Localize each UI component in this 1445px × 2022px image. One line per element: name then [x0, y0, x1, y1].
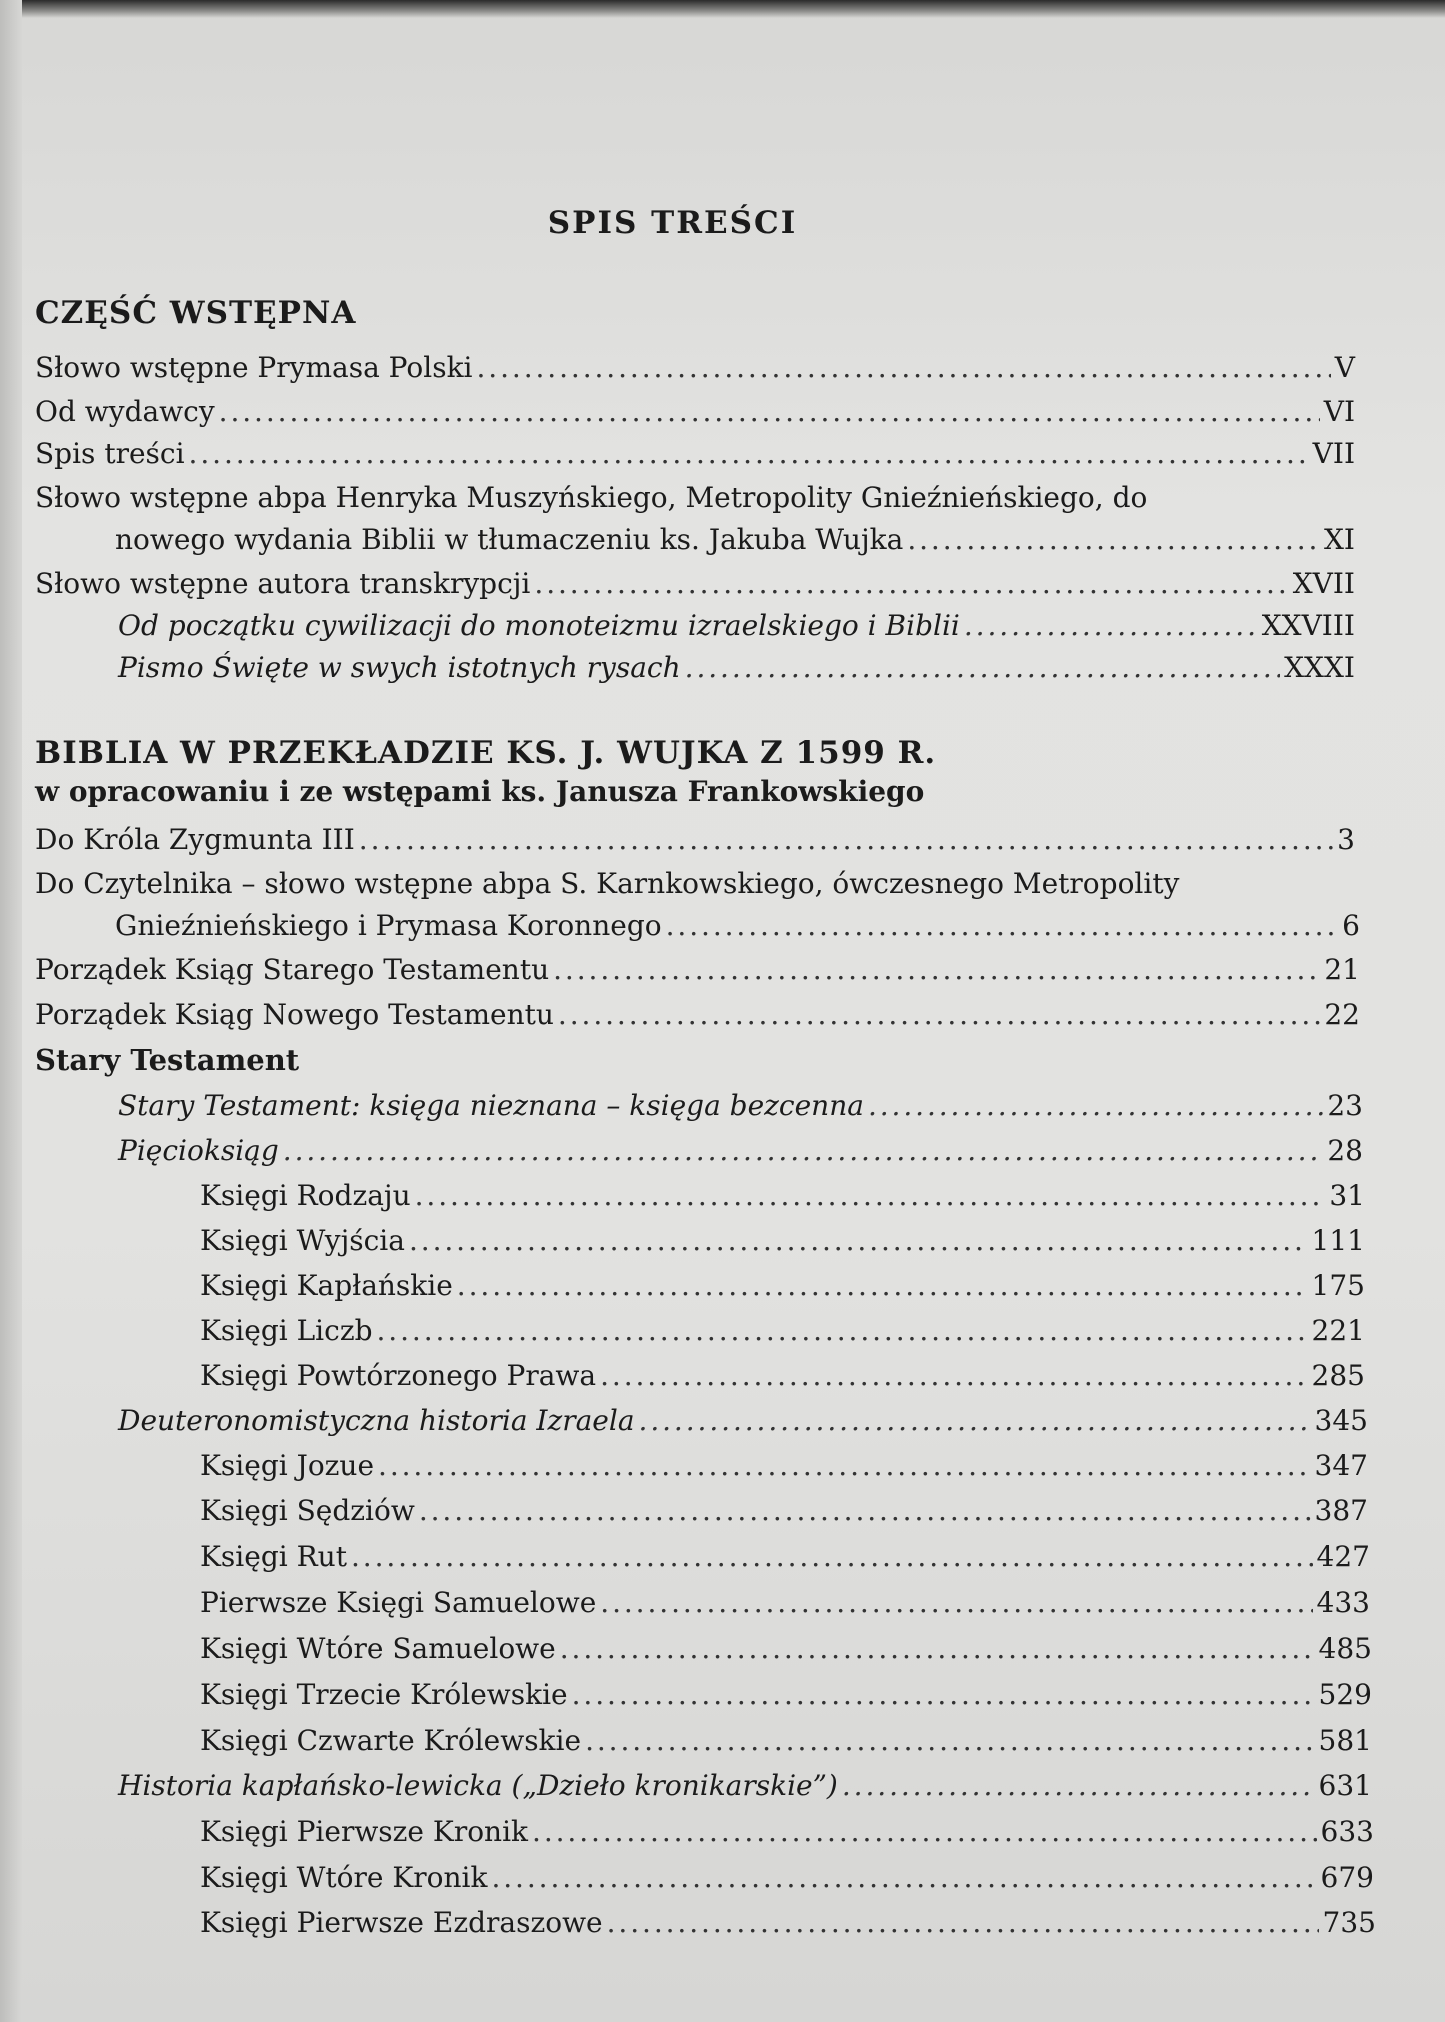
toc-entry-page: 175 [1311, 1269, 1365, 1302]
leader-dots [283, 1131, 1324, 1171]
toc-entry-label: Księgi Wtóre Samuelowe [200, 1632, 556, 1665]
toc-entry-label: Księgi Rut [200, 1540, 347, 1573]
toc-entry-label: Deuteronomistyczna historia Izraela [118, 1404, 635, 1437]
toc-entry-page: VI [1323, 395, 1355, 428]
toc-entry-page: 633 [1320, 1815, 1374, 1848]
toc-entry[interactable] [200, 1812, 1374, 1852]
toc-entry-label: Od początku cywilizacji do monoteizmu izraelskiego i Biblii [118, 609, 960, 642]
leader-dots [842, 1766, 1315, 1806]
toc-entry[interactable] [200, 1221, 1365, 1261]
toc-entry-label: Od wydawcy [35, 395, 215, 428]
toc-entry-page: 6 [1342, 909, 1360, 942]
toc-entry-label: Historia kapłańsko-lewicka („Dzieło kronikarskie”) [118, 1769, 838, 1802]
toc-entry-label: Księgi Wtóre Kronik [200, 1861, 488, 1894]
toc-entry[interactable] [200, 1446, 1368, 1486]
toc-entry[interactable] [118, 1131, 1363, 1171]
leader-dots [600, 1356, 1307, 1396]
toc-entry-label: Księgi Rodzaju [200, 1179, 411, 1212]
toc-entry-page: 485 [1318, 1632, 1372, 1665]
section-heading-intro: CZĘŚĆ WSTĘPNA [35, 295, 357, 331]
toc-entry-label: Księgi Wyjścia [200, 1224, 405, 1257]
leader-dots [868, 1086, 1323, 1126]
leader-dots [685, 648, 1280, 688]
toc-entry[interactable] [35, 995, 1360, 1035]
toc-entry-page: 387 [1314, 1494, 1368, 1527]
leader-dots [189, 434, 1309, 474]
toc-entry-page: 529 [1318, 1678, 1372, 1711]
leader-dots [419, 1491, 1311, 1531]
toc-entry-label: Gnieźnieńskiego i Prymasa Koronnego [115, 909, 662, 942]
leader-dots [560, 1629, 1315, 1669]
toc-entry-label: Księgi Pierwsze Kronik [200, 1815, 529, 1848]
leader-dots [639, 1401, 1311, 1441]
leader-dots [491, 1858, 1316, 1898]
toc-entry-page: 345 [1314, 1404, 1368, 1437]
leader-dots [600, 1583, 1312, 1623]
toc-entry[interactable] [35, 950, 1360, 990]
leader-dots [572, 1675, 1315, 1715]
leader-dots [907, 520, 1320, 560]
toc-entry[interactable] [118, 648, 1355, 688]
toc-entry-label: Księgi Czwarte Królewskie [200, 1724, 582, 1757]
leader-dots [558, 995, 1320, 1035]
toc-entry-page: 433 [1316, 1586, 1370, 1619]
toc-entry-label: Pismo Święte w swych istotnych rysach [118, 651, 681, 684]
section-heading-bible: BIBLIA W PRZEKŁADZIE KS. J. WUJKA Z 1599 R. [35, 735, 937, 771]
leader-dots [534, 564, 1288, 604]
toc-entry[interactable] [115, 520, 1355, 560]
toc-entry[interactable] [115, 906, 1360, 946]
toc-entry-label: Pierwsze Księgi Samuelowe [200, 1586, 597, 1619]
leader-dots [457, 1266, 1308, 1306]
toc-entry[interactable] [200, 1266, 1365, 1306]
toc-entry-page: 427 [1316, 1540, 1370, 1573]
toc-entry[interactable] [118, 1086, 1363, 1126]
toc-entry-page: VII [1312, 437, 1355, 470]
toc-entry-page: 28 [1327, 1134, 1363, 1167]
leader-dots [377, 1311, 1308, 1351]
toc-entry-page: V [1334, 351, 1355, 384]
leader-dots [532, 1812, 1317, 1852]
toc-entry[interactable] [118, 1766, 1372, 1806]
leader-dots [553, 950, 1320, 990]
toc-entry[interactable] [200, 1311, 1365, 1351]
toc-entry[interactable] [200, 1629, 1372, 1669]
toc-entry-page: 3 [1337, 823, 1355, 856]
toc-entry-label: Księgi Kapłańskie [200, 1269, 453, 1302]
toc-entry[interactable] [35, 820, 1355, 860]
toc-entry[interactable] [200, 1491, 1368, 1531]
toc-entry-page: 735 [1322, 1906, 1376, 1939]
toc-entry-page: 285 [1311, 1359, 1365, 1392]
page-title: SPIS TREŚCI [547, 205, 798, 241]
toc-entry-label-line1[interactable]: Słowo wstępne abpa Henryka Muszyńskiego, Metropolity Gnieźnieńskiego, do [35, 481, 1148, 514]
leader-dots [359, 820, 1333, 860]
toc-entry-label: Księgi Powtórzonego Prawa [200, 1359, 597, 1392]
toc-entry-label: Spis treści [35, 437, 185, 470]
toc-entry-label: Słowo wstępne autora transkrypcji [35, 567, 531, 600]
leader-dots [409, 1221, 1308, 1261]
leader-dots [415, 1176, 1326, 1216]
toc-entry-page: XXVIII [1261, 609, 1355, 642]
leader-dots [351, 1537, 1313, 1577]
toc-entry[interactable] [35, 434, 1355, 474]
toc-entry-label: Księgi Liczb [200, 1314, 373, 1347]
toc-entry-label-line1[interactable]: Do Czytelnika – słowo wstępne abpa S. Karnkowskiego, ówczesnego Metropolity [35, 867, 1180, 900]
toc-entry[interactable] [118, 1401, 1368, 1441]
toc-entry[interactable] [35, 348, 1355, 388]
toc-entry-page: 581 [1318, 1724, 1372, 1757]
toc-entry-label: nowego wydania Biblii w tłumaczeniu ks. Jakuba Wujka [115, 523, 904, 556]
toc-entry[interactable] [200, 1176, 1365, 1216]
leader-dots [607, 1903, 1319, 1943]
leader-dots [378, 1446, 1311, 1486]
toc-entry-label: Pięcioksiąg [118, 1134, 279, 1167]
toc-entry-page: 111 [1311, 1224, 1365, 1257]
toc-entry-label: Stary Testament: księga nieznana – księga bezcenna [118, 1089, 864, 1122]
toc-entry-page: 21 [1324, 953, 1360, 986]
toc-entry-label: Księgi Pierwsze Ezdraszowe [200, 1906, 603, 1939]
toc-entry[interactable] [35, 392, 1355, 432]
toc-entry-page: XVII [1292, 567, 1355, 600]
toc-entry-label: Księgi Trzecie Królewskie [200, 1678, 568, 1711]
toc-entry-page: 679 [1320, 1861, 1374, 1894]
toc-entry-page: 31 [1329, 1179, 1365, 1212]
toc-entry-page: XI [1324, 523, 1355, 556]
leader-dots [477, 348, 1331, 388]
leader-dots [219, 392, 1320, 432]
toc-entry[interactable] [35, 564, 1355, 604]
old-testament-heading: Stary Testament [35, 1043, 300, 1077]
toc-entry[interactable] [200, 1858, 1374, 1898]
page-top-edge [0, 0, 1445, 18]
leader-dots [585, 1721, 1314, 1761]
toc-entry-page: 22 [1324, 998, 1360, 1031]
toc-entry-label: Porządek Ksiąg Nowego Testamentu [35, 998, 554, 1031]
toc-entry[interactable] [200, 1721, 1372, 1761]
toc-entry[interactable] [200, 1356, 1365, 1396]
toc-entry-page: 631 [1318, 1769, 1372, 1802]
toc-entry[interactable] [200, 1537, 1370, 1577]
leader-dots [666, 906, 1339, 946]
toc-entry-label: Porządek Ksiąg Starego Testamentu [35, 953, 550, 986]
toc-entry-label: Do Króla Zygmunta III [35, 823, 355, 856]
toc-entry[interactable] [200, 1675, 1372, 1715]
toc-entry-page: XXXI [1284, 651, 1355, 684]
toc-entry[interactable] [200, 1583, 1370, 1623]
toc-entry[interactable] [118, 606, 1355, 646]
toc-entry-label: Księgi Sędziów [200, 1494, 415, 1527]
leader-dots [964, 606, 1258, 646]
section-subheading: w opracowaniu i ze wstępami ks. Janusza Frankowskiego [35, 775, 925, 808]
toc-entry-label: Księgi Jozue [200, 1449, 375, 1482]
toc-entry[interactable] [200, 1903, 1376, 1943]
toc-entry-page: 347 [1314, 1449, 1368, 1482]
page-left-edge [0, 0, 22, 2022]
toc-entry-page: 221 [1311, 1314, 1365, 1347]
toc-entry-label: Słowo wstępne Prymasa Polski [35, 351, 473, 384]
toc-entry-page: 23 [1327, 1089, 1363, 1122]
